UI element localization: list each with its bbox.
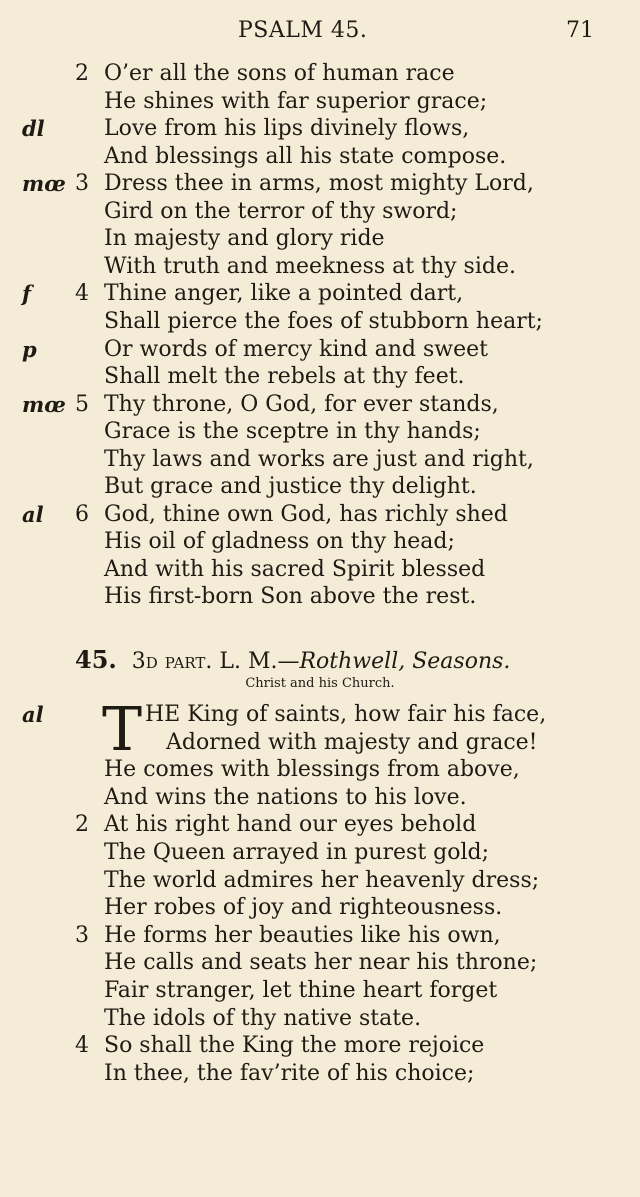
- performance-mark: f: [22, 281, 32, 307]
- verse-line: [0, 336, 640, 364]
- verse-text: And with his sacred Spirit blessed: [104, 556, 486, 582]
- verse-line: [0, 308, 640, 336]
- verse-text: Fair stranger, let thine heart forget: [104, 978, 498, 1003]
- performance-mark: al: [22, 501, 44, 527]
- verse-number: 2: [75, 812, 89, 838]
- performance-mark: mœ: [22, 391, 66, 417]
- verse-line: [0, 115, 640, 143]
- verse-number: 2: [75, 61, 89, 86]
- performance-mark: al: [22, 702, 44, 727]
- verse-number: 3: [75, 171, 89, 197]
- verse-line: [0, 894, 640, 922]
- verse-line: [0, 528, 640, 556]
- verse-line: [0, 701, 640, 729]
- verse-text: He calls and seats her near his throne;: [104, 950, 538, 976]
- verse-text: Adorned with majesty and grace!: [166, 729, 538, 755]
- verse-text: His first-born Son above the rest.: [104, 584, 477, 610]
- verse-text: In majesty and glory ride: [104, 226, 385, 252]
- verse-line: [0, 756, 640, 784]
- verse-line: [0, 473, 640, 501]
- verse-text: Love from his lips divinely flows,: [104, 116, 470, 142]
- verse-line: [0, 839, 640, 867]
- verse-line: [0, 363, 640, 391]
- verse-line: [0, 1060, 640, 1088]
- verse-text: He comes with blessings from above,: [104, 757, 520, 783]
- verse-text: And wins the nations to his love.: [104, 784, 467, 810]
- verse-line: [0, 446, 640, 474]
- verse-text: Or words of mercy kind and sweet: [104, 336, 489, 362]
- verse-line: [0, 977, 640, 1005]
- verse-text: Dress thee in arms, most mighty Lord,: [104, 171, 534, 197]
- verse-text: And blessings all his state compose.: [104, 143, 507, 169]
- hymn-meter: L. M.—: [219, 649, 300, 674]
- verse-text: Thy laws and works are just and right,: [104, 446, 534, 472]
- drop-cap: T: [102, 695, 143, 765]
- verse-text: He shines with far superior grace;: [104, 88, 488, 114]
- verse-line: [0, 391, 640, 419]
- verse-line: [0, 253, 640, 281]
- performance-mark: dl: [22, 116, 45, 142]
- verse-line: [0, 922, 640, 950]
- hymn-subtitle: Christ and his Church.: [245, 676, 395, 691]
- running-title: PSALM 45.: [238, 18, 368, 43]
- verse-text: Gird on the terror of thy sword;: [104, 198, 458, 224]
- verse-line: [0, 170, 640, 198]
- verse-number: 4: [75, 281, 89, 307]
- verse-text: Her robes of joy and righteousness.: [104, 895, 503, 921]
- hymn-tunes: Rothwell, Seasons.: [299, 649, 511, 674]
- verse-line: [0, 280, 640, 308]
- verse-number: 3: [75, 922, 89, 948]
- verse-text: Grace is the sceptre in thy hands;: [104, 419, 481, 445]
- verse-number: 6: [75, 501, 89, 527]
- performance-mark: mœ: [22, 171, 66, 197]
- verse-line: [0, 729, 640, 757]
- verse-text: He forms her beauties like his own,: [104, 922, 501, 948]
- verse-text: The idols of thy native state.: [104, 1005, 422, 1031]
- hymn-heading: [75, 643, 510, 677]
- verse-text: Shall pierce the foes of stubborn heart;: [104, 308, 543, 334]
- verse-line: [0, 1005, 640, 1033]
- verse-text: Thy throne, O God, for ever stands,: [104, 391, 499, 417]
- verse-text: His oil of gladness on thy head;: [104, 529, 455, 555]
- performance-mark: p: [22, 336, 37, 362]
- verse-line: [0, 867, 640, 895]
- verse-line: [0, 811, 640, 839]
- verse-text: At his right hand our eyes behold: [104, 812, 477, 838]
- verse-text: O’er all the sons of human race: [104, 61, 455, 86]
- verse-text: Thine anger, like a pointed dart,: [104, 281, 464, 307]
- verse-number: 5: [75, 391, 89, 417]
- verse-line: [0, 583, 640, 611]
- verse-text: HE King of saints, how fair his face,: [145, 702, 547, 727]
- verse-text: But grace and justice thy delight.: [104, 474, 477, 500]
- verse-text: In thee, the fav’rite of his choice;: [104, 1060, 475, 1086]
- verse-line: [0, 143, 640, 171]
- verse-line: [0, 556, 640, 584]
- verse-text: God, thine own God, has richly shed: [104, 501, 508, 527]
- verse-line: [0, 88, 640, 116]
- verse-line: [0, 501, 640, 529]
- verse-line: [0, 784, 640, 812]
- verse-line: [0, 418, 640, 446]
- verse-text: So shall the King the more rejoice: [104, 1033, 485, 1059]
- verse-text: With truth and meekness at thy side.: [104, 253, 516, 279]
- verse-line: [0, 198, 640, 226]
- verse-text: The world admires her heavenly dress;: [104, 867, 540, 893]
- verse-line: [0, 225, 640, 253]
- verse-text: Shall melt the rebels at thy feet.: [104, 364, 465, 390]
- verse-line: [0, 60, 640, 88]
- verse-text: The Queen arrayed in purest gold;: [104, 840, 490, 865]
- page-number: 71: [566, 18, 594, 43]
- page-header: [0, 18, 640, 50]
- hymn-number: 45.: [75, 645, 117, 674]
- hymn-part: 3d part.: [131, 649, 213, 674]
- verse-line: [0, 949, 640, 977]
- verse-line: [0, 1032, 640, 1060]
- verse-number: 4: [75, 1033, 89, 1059]
